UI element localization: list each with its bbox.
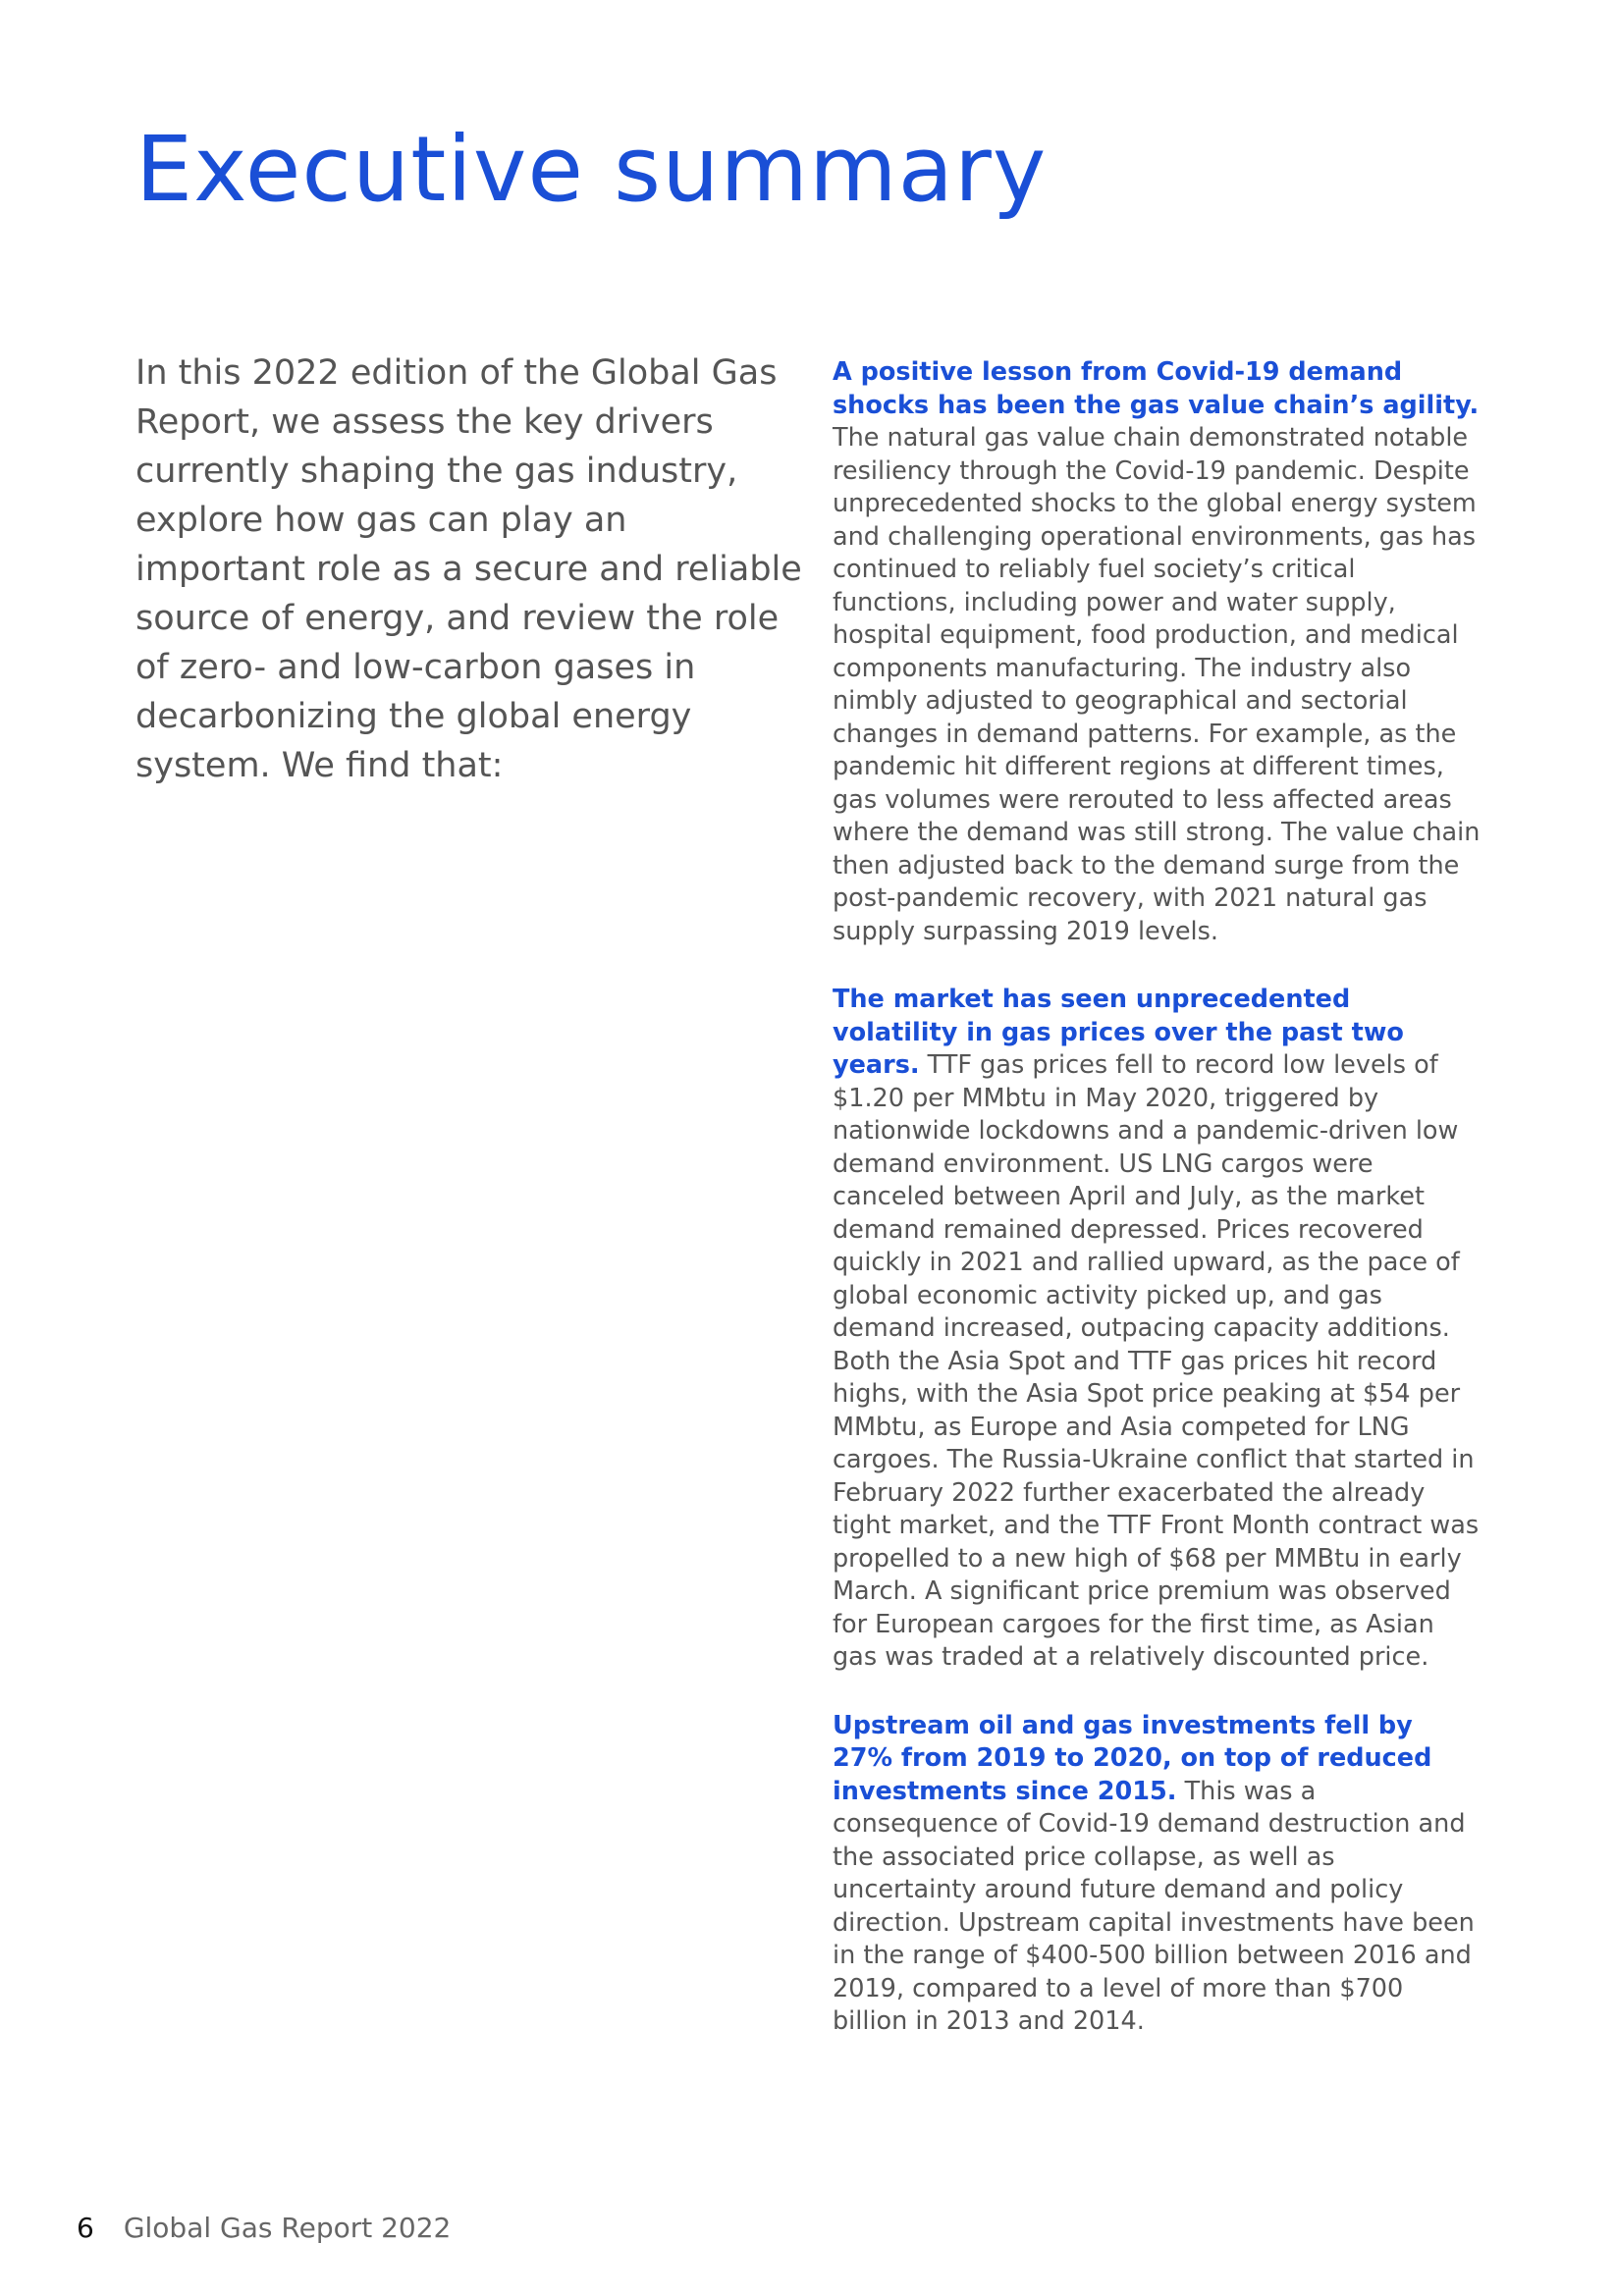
footer-doc-title: Global Gas Report 2022 xyxy=(123,2212,452,2244)
intro-text: In this 2022 edition of the Global Gas Report, we assess the key drivers currently shaping the gas industry, explore how gas can play an important role as a secure and reliable source of energy, and review the role of zero- and low-carbon gases in decarbonizing the global energy system. We find that: xyxy=(135,353,802,785)
page-title: Executive summary xyxy=(135,117,1048,222)
paragraph-lead: Upstream oil and gas investments fell by 27% from 2019 to 2020, on top of reduced investments since 2015. xyxy=(833,1710,1432,1806)
paragraph-lead: A positive lesson from Covid-19 demand shocks has been the gas value chain’s agility. xyxy=(833,357,1480,420)
paragraph-body: The natural gas value chain demonstrated notable resiliency through the Covid-19 pandemic. Despite unprecedented shocks to the global energy system and challenging operational environments, gas has continued to reliably fuel society’s critical functions, including power and water supply, hospital equipment, food production, and medical components manufacturing. The industry also nimbly adjusted to geographical and sectorial changes in demand patterns. For example, as the pandemic hit different regions at different times, gas volumes were rerouted to less affected areas where the demand was still strong. The value chain then adjusted back to the demand surge from the post-pandemic recovery, with 2021 natural gas supply surpassing 2019 levels. xyxy=(833,423,1481,946)
summary-paragraph xyxy=(833,356,1481,948)
paragraph-body: This was a consequence of Covid-19 demand destruction and the associated price collapse, as well as uncertainty around future demand and policy direction. Upstream capital investments have been in the range of $400-500 billion between 2016 and 2019, compared to a level of more than $700 billion in 2013 and 2014. xyxy=(833,1776,1475,2036)
summary-paragraph xyxy=(833,984,1481,1675)
paragraph-lead: The market has seen unprecedented volatility in gas prices over the past two years. xyxy=(833,985,1404,1080)
page-number: 6 xyxy=(77,2212,94,2244)
summary-column xyxy=(833,356,1481,2074)
paragraph-body: TTF gas prices fell to record low levels of $1.20 per MMbtu in May 2020, triggered by nationwide lockdowns and a pandemic-driven low demand environment. US LNG cargos were canceled between April and July, as the market demand remained depressed. Prices recovered quickly in 2021 and rallied upward, as the pace of global economic activity picked up, and gas demand increased, outpacing capacity additions. Both the Asia Spot and TTF gas prices hit record highs, with the Asia Spot price peaking at $54 per MMbtu, as Europe and Asia competed for LNG cargoes. The Russia-Ukraine conflict that started in February 2022 further exacerbated the already tight market, and the TTF Front Month contract was propelled to a new high of $68 per MMBtu in early March. A significant price premium was observed for European cargoes for the first time, as Asian gas was traded at a relatively discounted price. xyxy=(833,1050,1480,1672)
summary-paragraph xyxy=(833,1710,1481,2039)
page-footer xyxy=(77,2212,451,2245)
